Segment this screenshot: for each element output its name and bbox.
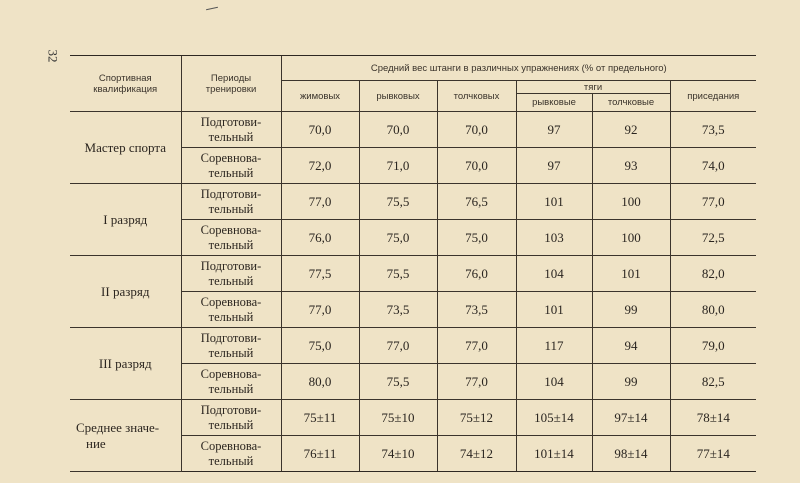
- value-cell: 97: [516, 148, 592, 184]
- qualification-cell: I разряд: [70, 184, 181, 256]
- period-cell: Подготови- тельный: [181, 400, 281, 436]
- qualification-cell: III разряд: [70, 328, 181, 400]
- value-cell: 103: [516, 220, 592, 256]
- value-cell: 77,0: [437, 364, 516, 400]
- value-cell: 75±11: [281, 400, 359, 436]
- value-cell: 94: [592, 328, 670, 364]
- value-cell: 99: [592, 364, 670, 400]
- period-cell: Соревнова- тельный: [181, 292, 281, 328]
- training-weight-table: [70, 55, 756, 472]
- period-cell: Подготови- тельный: [181, 256, 281, 292]
- value-cell: 93: [592, 148, 670, 184]
- qualification-cell: Мастер спорта: [70, 112, 181, 184]
- page-number: 32: [45, 49, 61, 63]
- value-cell: 101: [516, 292, 592, 328]
- value-cell: 75,0: [281, 328, 359, 364]
- value-cell: 70,0: [437, 148, 516, 184]
- value-cell: 76±11: [281, 436, 359, 472]
- value-cell: 97: [516, 112, 592, 148]
- value-cell: 99: [592, 292, 670, 328]
- value-cell: 71,0: [359, 148, 437, 184]
- value-cell: 105±14: [516, 400, 592, 436]
- period-cell: Подготови- тельный: [181, 112, 281, 148]
- period-cell: Соревнова- тельный: [181, 364, 281, 400]
- period-cell: Подготови- тельный: [181, 328, 281, 364]
- value-cell: 75,5: [359, 256, 437, 292]
- value-cell: 77,0: [281, 292, 359, 328]
- value-cell: 97±14: [592, 400, 670, 436]
- value-cell: 72,5: [670, 220, 756, 256]
- table-row: [70, 112, 756, 148]
- header-pull-clean: толчковые: [592, 94, 670, 112]
- value-cell: 76,0: [281, 220, 359, 256]
- period-cell: Подготови- тельный: [181, 184, 281, 220]
- value-cell: 100: [592, 184, 670, 220]
- value-cell: 70,0: [437, 112, 516, 148]
- value-cell: 76,0: [437, 256, 516, 292]
- header-qualification: Спортивная квалификация: [70, 56, 181, 112]
- value-cell: 76,5: [437, 184, 516, 220]
- header-periods: Периоды тренировки: [181, 56, 281, 112]
- value-cell: 80,0: [670, 292, 756, 328]
- value-cell: 77,5: [281, 256, 359, 292]
- period-cell: Соревнова- тельный: [181, 436, 281, 472]
- header-pulls: тяги: [516, 81, 670, 94]
- period-cell: Соревнова- тельный: [181, 220, 281, 256]
- value-cell: 100: [592, 220, 670, 256]
- table-row: [70, 328, 756, 364]
- value-cell: 74,0: [670, 148, 756, 184]
- value-cell: 79,0: [670, 328, 756, 364]
- value-cell: 92: [592, 112, 670, 148]
- header-squats: приседания: [670, 81, 756, 112]
- header-press: жимовых: [281, 81, 359, 112]
- value-cell: 74±12: [437, 436, 516, 472]
- value-cell: 77,0: [437, 328, 516, 364]
- value-cell: 75±10: [359, 400, 437, 436]
- value-cell: 74±10: [359, 436, 437, 472]
- table-row: [70, 400, 756, 436]
- header-pull-snatch: рывковые: [516, 94, 592, 112]
- value-cell: 78±14: [670, 400, 756, 436]
- value-cell: 70,0: [359, 112, 437, 148]
- value-cell: 77,0: [670, 184, 756, 220]
- value-cell: 101: [592, 256, 670, 292]
- header-avg-weight: Средний вес штанги в различных упражнениях (% от предельного): [281, 56, 756, 81]
- stray-mark: [206, 7, 218, 10]
- value-cell: 77,0: [281, 184, 359, 220]
- value-cell: 73,5: [359, 292, 437, 328]
- value-cell: 72,0: [281, 148, 359, 184]
- qualification-cell: Среднее значе- ние: [70, 400, 181, 472]
- value-cell: 73,5: [437, 292, 516, 328]
- value-cell: 75,0: [437, 220, 516, 256]
- value-cell: 82,5: [670, 364, 756, 400]
- table-row: [70, 256, 756, 292]
- value-cell: 75,0: [359, 220, 437, 256]
- value-cell: 75,5: [359, 184, 437, 220]
- value-cell: 82,0: [670, 256, 756, 292]
- table-row: [70, 184, 756, 220]
- header-snatch: рывковых: [359, 81, 437, 112]
- value-cell: 75,5: [359, 364, 437, 400]
- value-cell: 75±12: [437, 400, 516, 436]
- period-cell: Соревнова- тельный: [181, 148, 281, 184]
- value-cell: 101±14: [516, 436, 592, 472]
- value-cell: 101: [516, 184, 592, 220]
- header-clean: толчковых: [437, 81, 516, 112]
- value-cell: 77,0: [359, 328, 437, 364]
- value-cell: 104: [516, 364, 592, 400]
- value-cell: 73,5: [670, 112, 756, 148]
- value-cell: 70,0: [281, 112, 359, 148]
- value-cell: 77±14: [670, 436, 756, 472]
- value-cell: 104: [516, 256, 592, 292]
- value-cell: 98±14: [592, 436, 670, 472]
- value-cell: 80,0: [281, 364, 359, 400]
- value-cell: 117: [516, 328, 592, 364]
- qualification-cell: II разряд: [70, 256, 181, 328]
